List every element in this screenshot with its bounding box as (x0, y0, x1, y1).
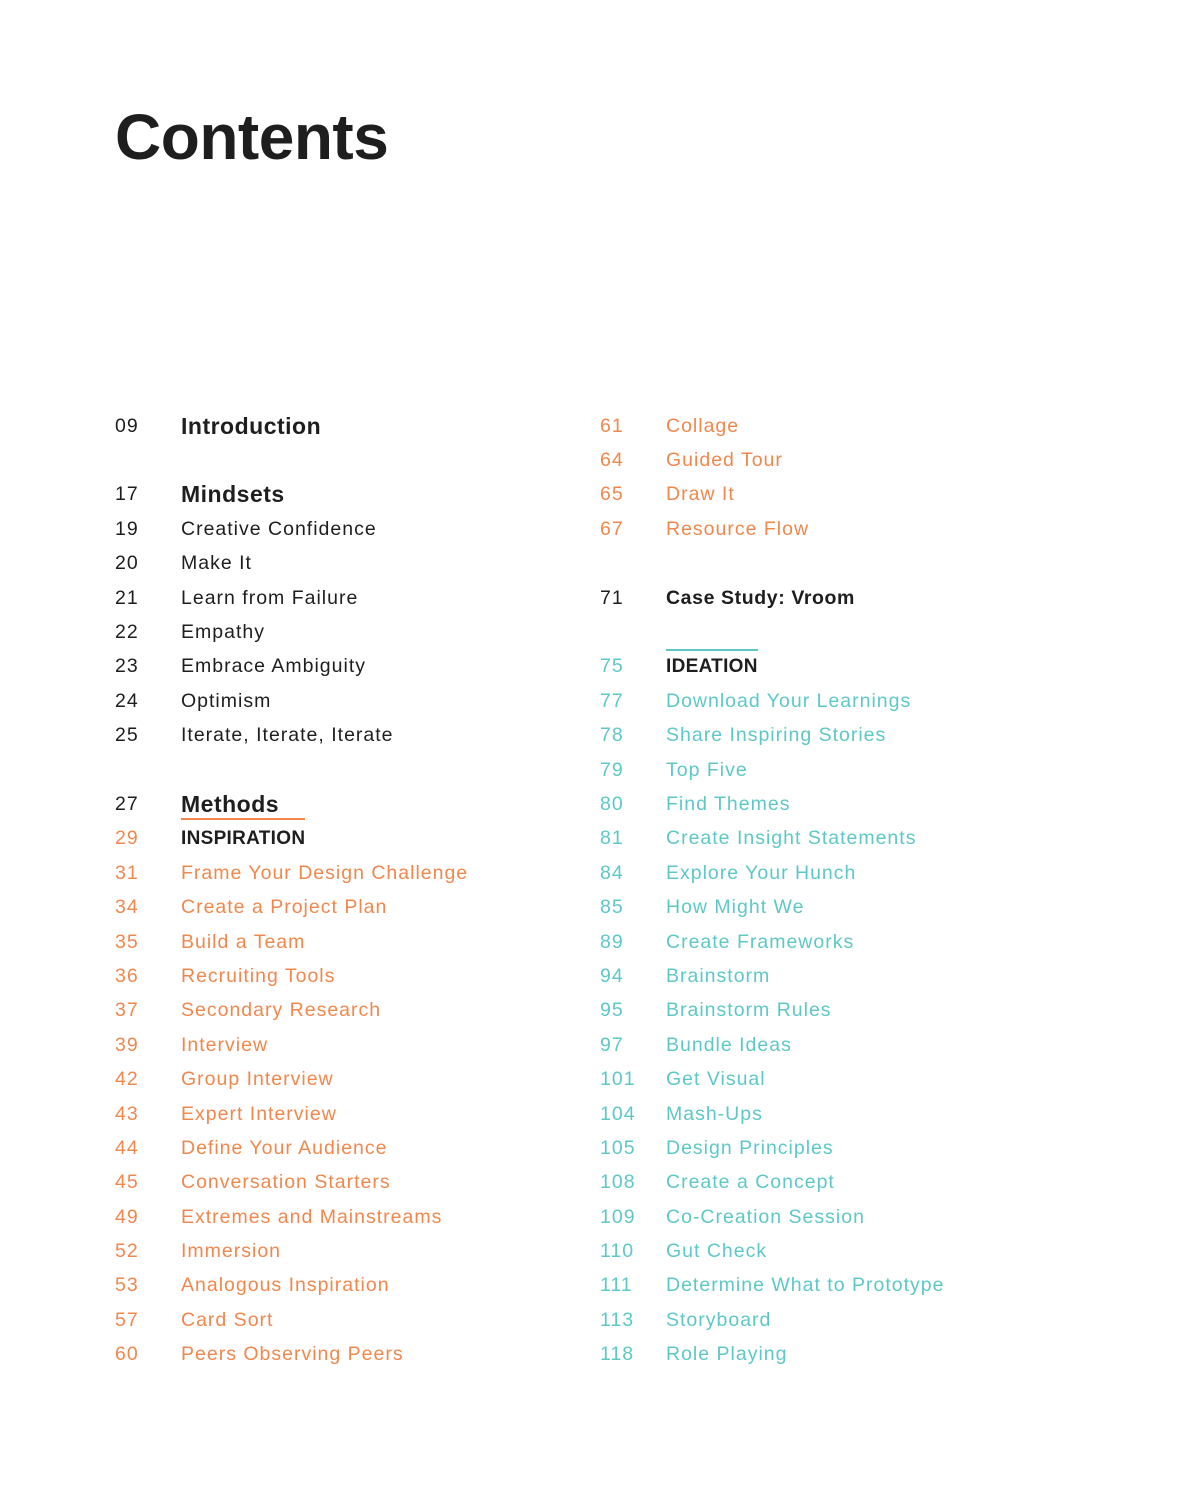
page-number: 49 (115, 1205, 139, 1228)
entry-label: Draw It (666, 483, 735, 506)
section-label: IDEATION (666, 655, 758, 677)
page-number: 80 (600, 792, 624, 815)
toc-entry[interactable] (115, 959, 468, 993)
toc-entry[interactable] (600, 856, 944, 890)
entry-label: Mash-Ups (666, 1102, 763, 1125)
toc-entry[interactable] (600, 822, 944, 856)
toc-entry[interactable] (115, 1338, 468, 1372)
page-number: 42 (115, 1068, 139, 1091)
page-number: 108 (600, 1171, 636, 1194)
page-number: 118 (600, 1343, 635, 1366)
page-number: 27 (115, 792, 139, 815)
page-number: 113 (600, 1308, 635, 1331)
entry-label: Mindsets (181, 481, 285, 508)
toc-entry[interactable] (600, 719, 944, 753)
page-number: 39 (115, 1033, 139, 1056)
toc-entry[interactable] (600, 1166, 944, 1200)
toc-entry[interactable] (115, 1097, 468, 1131)
toc-entry[interactable] (600, 1234, 944, 1268)
entry-label: Group Interview (181, 1068, 334, 1091)
entry-label: Share Inspiring Stories (666, 724, 887, 747)
toc-entry[interactable] (600, 478, 944, 512)
page-number: 110 (600, 1240, 635, 1263)
entry-label: Brainstorm Rules (666, 999, 832, 1022)
toc-entry[interactable] (115, 1166, 468, 1200)
entry-label: Gut Check (666, 1240, 768, 1263)
entry-label: Iterate, Iterate, Iterate (181, 724, 394, 747)
entry-label: Interview (181, 1033, 269, 1056)
entry-label: Recruiting Tools (181, 964, 336, 987)
page-number: 78 (600, 724, 624, 747)
page-number: 24 (115, 689, 139, 712)
page-number: 44 (115, 1136, 139, 1159)
toc-entry[interactable] (600, 1269, 944, 1303)
toc-entry[interactable] (600, 1200, 944, 1234)
toc-right-column (600, 409, 944, 1372)
toc-entry[interactable] (600, 684, 944, 718)
entry-label: Determine What to Prototype (666, 1274, 945, 1297)
toc-entry[interactable] (115, 1200, 468, 1234)
page-number: 84 (600, 861, 624, 884)
entry-label: Learn from Failure (181, 586, 359, 609)
entry-label: Guided Tour (666, 449, 783, 472)
inspiration-list (115, 856, 468, 1372)
entry-label: Peers Observing Peers (181, 1343, 404, 1366)
entry-label: Card Sort (181, 1308, 274, 1331)
page-number: 111 (600, 1274, 633, 1297)
toc-entry[interactable] (600, 1303, 944, 1337)
toc-entry-introduction[interactable] (115, 409, 468, 443)
page-number: 109 (600, 1205, 636, 1228)
entry-label: Secondary Research (181, 999, 382, 1022)
entry-label: Create a Project Plan (181, 896, 388, 919)
page-number: 81 (600, 827, 624, 850)
page-number: 29 (115, 827, 139, 850)
entry-label: Methods (181, 790, 280, 817)
entry-label: Immersion (181, 1240, 282, 1263)
toc-entry[interactable] (115, 1131, 468, 1165)
toc-entry[interactable] (600, 1131, 944, 1165)
toc-entry[interactable] (115, 1062, 468, 1096)
page-number: 09 (115, 414, 139, 437)
entry-label: Expert Interview (181, 1102, 337, 1125)
entry-label: Creative Confidence (181, 517, 377, 540)
entry-label: Analogous Inspiration (181, 1274, 390, 1297)
toc-entry[interactable] (600, 925, 944, 959)
page-number: 53 (115, 1274, 139, 1297)
entry-label: How Might We (666, 896, 805, 919)
entry-label: Introduction (181, 412, 322, 439)
toc-entry[interactable] (115, 719, 468, 753)
toc-entry[interactable] (600, 512, 944, 546)
page-number: 36 (115, 964, 139, 987)
entry-label: Co-Creation Session (666, 1205, 865, 1228)
page-number: 19 (115, 517, 139, 540)
page-number: 34 (115, 896, 139, 919)
entry-label: Make It (181, 552, 252, 575)
toc-entry[interactable] (600, 409, 944, 443)
toc-entry[interactable] (115, 615, 468, 649)
toc-entry[interactable] (600, 787, 944, 821)
page-number: 35 (115, 930, 139, 953)
page-number: 22 (115, 621, 139, 644)
entry-label: Design Principles (666, 1136, 834, 1159)
toc-section-inspiration[interactable] (115, 822, 468, 856)
toc-entry-methods[interactable] (115, 787, 468, 821)
page-number: 20 (115, 552, 139, 575)
entry-label: Empathy (181, 621, 265, 644)
page-number: 77 (600, 689, 624, 712)
entry-label: Build a Team (181, 930, 306, 953)
toc-entry-mindsets[interactable] (115, 478, 468, 512)
entry-label: Download Your Learnings (666, 689, 912, 712)
toc-entry[interactable] (115, 581, 468, 615)
entry-label: Collage (666, 414, 740, 437)
entry-label: Bundle Ideas (666, 1033, 792, 1056)
toc-entry[interactable] (115, 1269, 468, 1303)
page-number: 79 (600, 758, 624, 781)
toc-entry[interactable] (115, 1028, 468, 1062)
toc-entry[interactable] (600, 1062, 944, 1096)
page-number: 89 (600, 930, 624, 953)
entry-label: Brainstorm (666, 964, 771, 987)
toc-entry[interactable] (600, 753, 944, 787)
page-number: 23 (115, 655, 139, 678)
toc-entry[interactable] (115, 890, 468, 924)
page-number: 97 (600, 1033, 624, 1056)
entry-label: Top Five (666, 758, 748, 781)
toc-entry[interactable] (600, 1097, 944, 1131)
entry-label: Role Playing (666, 1343, 788, 1366)
page-number: 75 (600, 655, 624, 678)
page-number: 31 (115, 861, 139, 884)
entry-label: Explore Your Hunch (666, 861, 857, 884)
page-number: 104 (600, 1102, 636, 1125)
entry-label: Conversation Starters (181, 1171, 391, 1194)
page-number: 61 (600, 414, 624, 437)
inspiration-continued-list (600, 409, 944, 547)
page-number: 101 (600, 1068, 636, 1091)
toc-entry[interactable] (115, 547, 468, 581)
page-number: 64 (600, 449, 624, 472)
page-number: 85 (600, 896, 624, 919)
entry-label: Storyboard (666, 1308, 772, 1331)
toc-entry[interactable] (600, 1028, 944, 1062)
page-number: 105 (600, 1136, 636, 1159)
toc-entry[interactable] (115, 1303, 468, 1337)
entry-label: Create Insight Statements (666, 827, 917, 850)
page-number: 94 (600, 964, 624, 987)
page-number: 67 (600, 517, 624, 540)
ideation-list (600, 684, 944, 1372)
toc-entry[interactable] (600, 959, 944, 993)
mindsets-list (115, 512, 468, 753)
entry-label: Extremes and Mainstreams (181, 1205, 443, 1228)
entry-label: Resource Flow (666, 517, 810, 540)
page-number: 17 (115, 483, 139, 506)
entry-label: Case Study: Vroom (666, 586, 855, 609)
page-title: Contents (115, 101, 389, 173)
toc-entry[interactable] (115, 650, 468, 684)
page-number: 45 (115, 1171, 139, 1194)
toc-entry[interactable] (115, 925, 468, 959)
page-number: 43 (115, 1102, 139, 1125)
toc-entry[interactable] (600, 994, 944, 1028)
page-number: 71 (600, 586, 624, 609)
entry-label: Find Themes (666, 792, 791, 815)
toc-left-column (115, 409, 468, 1372)
toc-entry[interactable] (600, 890, 944, 924)
toc-entry[interactable] (115, 994, 468, 1028)
section-label: INSPIRATION (181, 827, 306, 849)
entry-label: Get Visual (666, 1068, 766, 1091)
page-number: 65 (600, 483, 624, 506)
page-number: 52 (115, 1240, 139, 1263)
toc-entry-case-study[interactable] (600, 581, 944, 615)
toc-entry[interactable] (600, 1338, 944, 1372)
toc-entry[interactable] (115, 684, 468, 718)
entry-label: Optimism (181, 689, 272, 712)
toc-entry[interactable] (115, 1234, 468, 1268)
page-number: 21 (115, 586, 139, 609)
entry-label: Create a Concept (666, 1171, 835, 1194)
toc-entry[interactable] (115, 856, 468, 890)
toc-entry[interactable] (600, 443, 944, 477)
page-number: 25 (115, 724, 139, 747)
entry-label: Embrace Ambiguity (181, 655, 366, 678)
toc-entry[interactable] (115, 512, 468, 546)
page-number: 60 (115, 1343, 139, 1366)
toc-section-ideation[interactable] (600, 650, 944, 684)
entry-label: Frame Your Design Challenge (181, 861, 469, 884)
page-number: 57 (115, 1308, 139, 1331)
page-number: 37 (115, 999, 139, 1022)
entry-label: Define Your Audience (181, 1136, 388, 1159)
entry-label: Create Frameworks (666, 930, 855, 953)
page-number: 95 (600, 999, 624, 1022)
